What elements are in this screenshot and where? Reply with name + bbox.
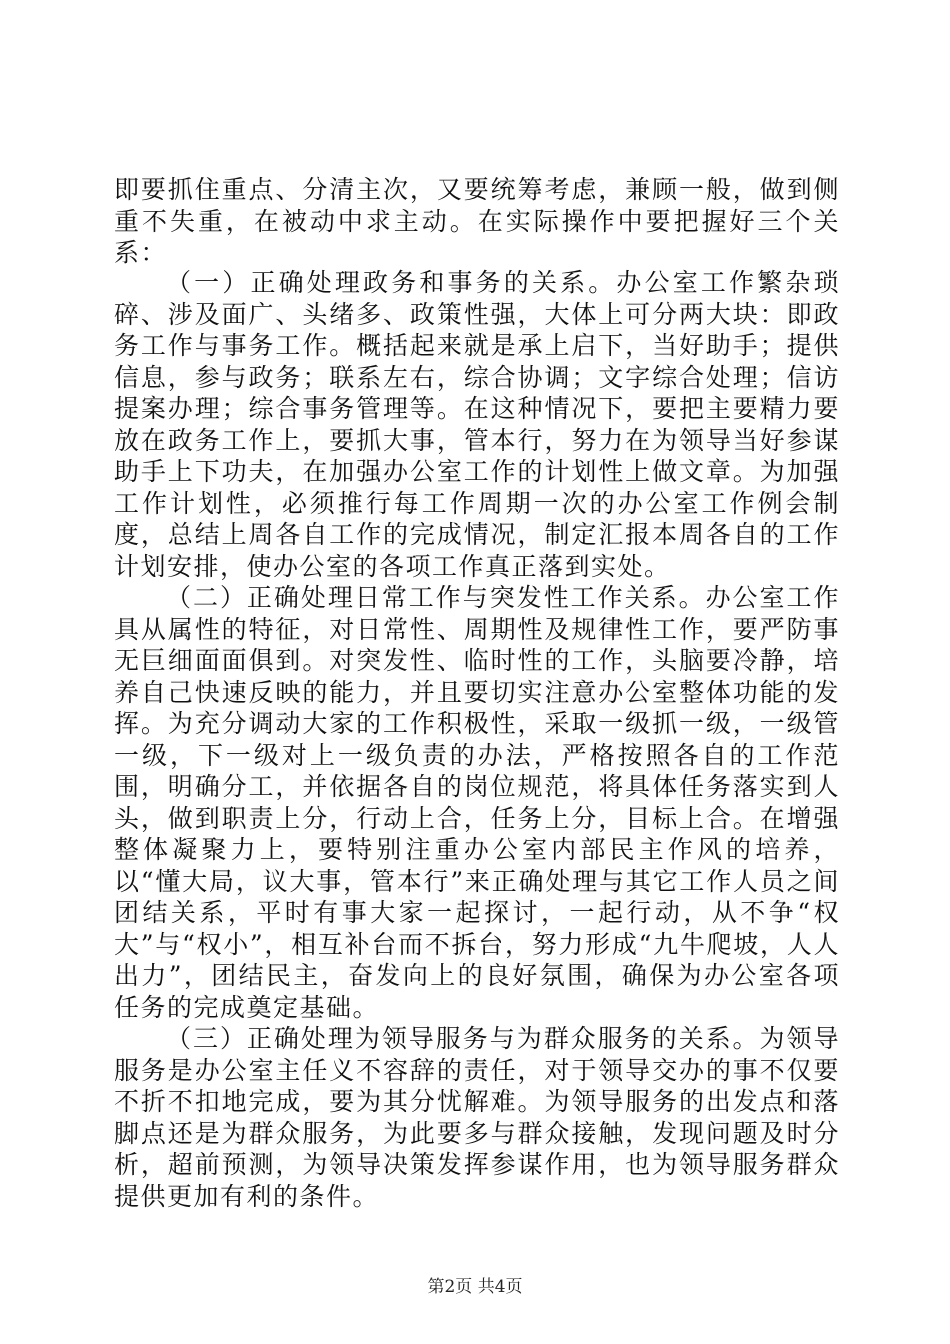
intro-paragraph: 即要抓住重点、分清主次，又要统筹考虑，兼顾一般，做到侧重不失重，在被动中求主动。在实际操作中要把握好三个关系： xyxy=(114,175,840,267)
paragraph-1: （一）正确处理政务和事务的关系。办公室工作繁杂琐碎、涉及面广、头绪多、政策性强，大体上可分两大块：即政务工作与事务工作。概括起来就是承上启下，当好助手；提供信息，参与政务；联系左右，综合协调；文字综合处理；信访提案办理；综合事务管理等。在这种情况下，要把主要精力要放在政务工作上，要抓大事，管本行，努力在为领导当好参谋助手上下功夫，在加强办公室工作的计划性上做文章。为加强工作计划性，必须推行每工作周期一次的办公室工作例会制度，总结上周各自工作的完成情况，制定汇报本周各自的工作计划安排，使办公室的各项工作真正落到实处。 xyxy=(114,268,840,581)
page-number-footer: 第2页 共4页 xyxy=(427,1277,523,1297)
body-section xyxy=(114,267,840,1212)
paragraph-3: （三）正确处理为领导服务与为群众服务的关系。为领导服务是办公室主任义不容辞的责任，对于领导交办的事不仅要不折不扣地完成，要为其分忧解难。为领导服务的出发点和落脚点还是为群众服务，为此要多与群众接触，发现问题及时分析，超前预测，为领导决策发挥参谋作用，也为领导服务群众提供更加有利的条件。 xyxy=(114,1024,840,1211)
paragraph-2: （二）正确处理日常工作与突发性工作关系。办公室工作具从属性的特征，对日常性、周期性及规律性工作，要严防事无巨细面面俱到。对突发性、临时性的工作，头脑要冷静，培养自己快速反映的能力，并且要切实注意办公室整体功能的发挥。为充分调动大家的工作积极性，采取一级抓一级，一级管一级，下一级对上一级负责的办法，严格按照各自的工作范围，明确分工，并依据各自的岗位规范，将具体任务落实到人头，做到职责上分，行动上合，任务上分，目标上合。在增强整体凝聚力上，要特别注重办公室内部民主作风的培养，以“懂大局，议大事，管本行”来正确处理与其它工作人员之间团结关系，平时有事大家一起探讨，一起行动，从不争“权大”与“权小”，相互补台而不拆台，努力形成“九牛爬坡，人人出力”，团结民主，奋发向上的良好氛围，确保为办公室各项任务的完成奠定基础。 xyxy=(114,583,840,1022)
